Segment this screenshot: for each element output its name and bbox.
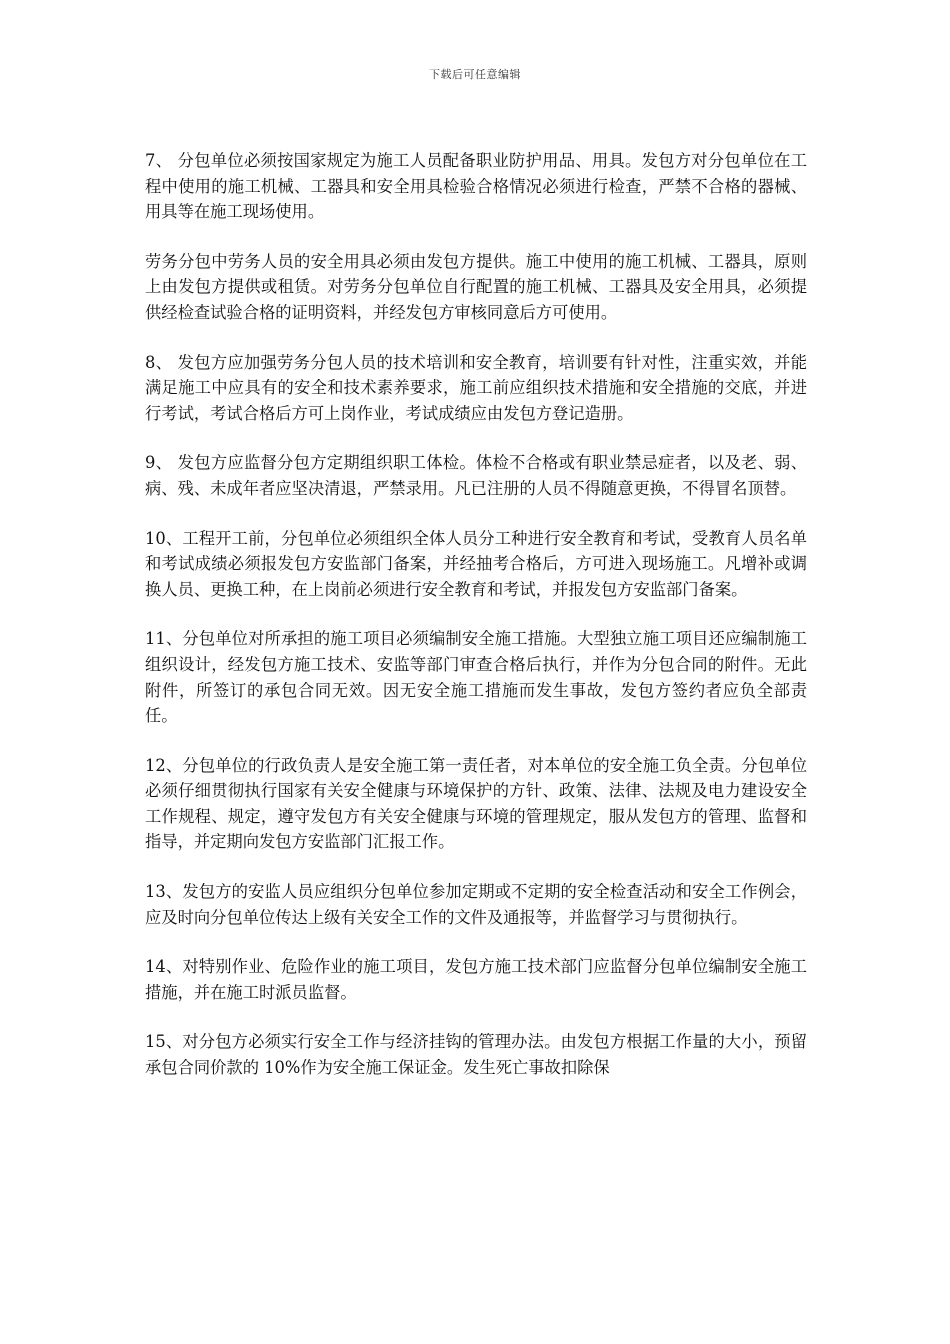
paragraph-item-9: 9、 发包方应监督分包方定期组织职工体检。体检不合格或有职业禁忌症者，以及老、弱、病、残、未成年者应坚决清退，严禁录用。凡已注册的人员不得随意更换，不得冒名顶替。 <box>145 453 807 498</box>
paragraph-item-10: 10、工程开工前，分包单位必须组织全体人员分工种进行安全教育和考试，受教育人员名单和考试成绩必须报发包方安监部门备案，并经抽考合格后，方可进入现场施工。凡增补或调换人员、更换工种，在上岗前必须进行安全教育和考试，并报发包方安监部门备案。 <box>145 528 807 599</box>
paragraph-item-13: 13、发包方的安监人员应组织分包单位参加定期或不定期的安全检查活动和安全工作例会，应及时向分包单位传达上级有关安全工作的文件及通报等，并监督学习与贯彻执行。 <box>145 882 807 927</box>
paragraph-item-8: 8、 发包方应加强劳务分包人员的技术培训和安全教育，培训要有针对性，注重实效，并能满足施工中应具有的安全和技术素养要求，施工前应组织技术措施和安全措施的交底，并进行考试，考试合格后方可上岗作业，考试成绩应由发包方登记造册。 <box>145 352 807 423</box>
document-body <box>145 148 807 1105</box>
page-header: 下载后可任意编辑 <box>429 68 521 81</box>
paragraph-item-12: 12、分包单位的行政负责人是安全施工第一责任者，对本单位的安全施工负全责。分包单位必须仔细贯彻执行国家有关安全健康与环境保护的方针、政策、法律、法规及电力建设安全工作规程、规定，遵守发包方有关安全健康与环境的管理规定，服从发包方的管理、监督和指导，并定期向发包方安监部门汇报工作。 <box>145 755 807 852</box>
paragraph-item-11: 11、分包单位对所承担的施工项目必须编制安全施工措施。大型独立施工项目还应编制施工组织设计，经发包方施工技术、安监等部门审查合格后执行，并作为分包合同的附件。无此附件，所签订的承包合同无效。因无安全施工措施而发生事故，发包方签约者应负全部责任。 <box>145 629 807 726</box>
paragraph-item-7: 7、 分包单位必须按国家规定为施工人员配备职业防护用品、用具。发包方对分包单位在工程中使用的施工机械、工器具和安全用具检验合格情况必须进行检查，严禁不合格的器械、用具等在施工现场使用。 <box>145 151 807 222</box>
paragraph-labor-subcontract: 劳务分包中劳务人员的安全用具必须由发包方提供。施工中使用的施工机械、工器具，原则上由发包方提供或租赁。对劳务分包单位自行配置的施工机械、工器具及安全用具，必须提供经检查试验合格的证明资料，并经发包方审核同意后方可使用。 <box>145 251 807 322</box>
paragraph-item-14: 14、对特别作业、危险作业的施工项目，发包方施工技术部门应监督分包单位编制安全施工措施，并在施工时派员监督。 <box>145 957 807 1002</box>
paragraph-item-15: 15、对分包方必须实行安全工作与经济挂钩的管理办法。由发包方根据工作量的大小，预留承包合同价款的 10%作为安全施工保证金。发生死亡事故扣除保 <box>145 1032 807 1078</box>
